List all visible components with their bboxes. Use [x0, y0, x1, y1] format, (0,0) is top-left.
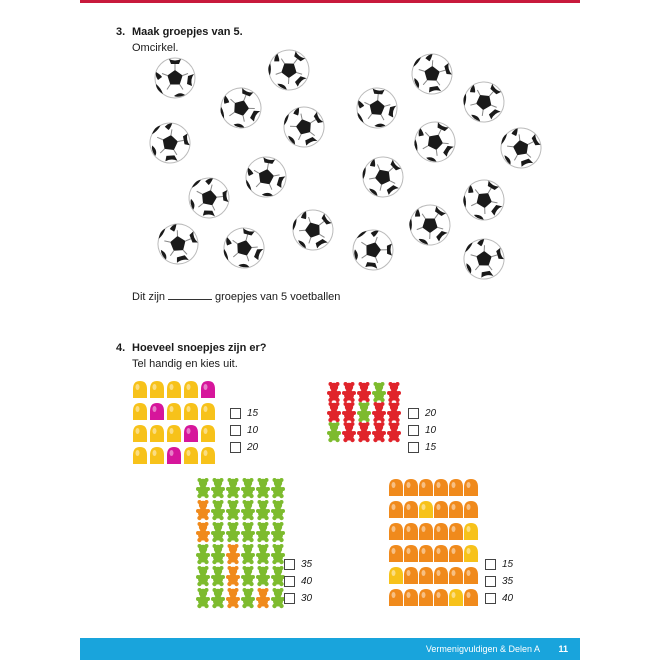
gummy-bear [241, 588, 255, 608]
checkbox[interactable] [485, 593, 496, 604]
gummy-bear [372, 382, 386, 402]
gummy-bear [271, 588, 285, 608]
gummy-bear [256, 566, 270, 586]
gumdrop-candy [434, 567, 448, 584]
gumdrop-candy [419, 479, 433, 496]
page-footer [80, 638, 580, 660]
gummy-bear [372, 402, 386, 422]
question-3-instruction: Omcirkel. [132, 42, 179, 54]
gummy-bear [196, 566, 210, 586]
group-3-option-1[interactable]: 35 [284, 559, 312, 570]
gumdrop-candy [201, 425, 215, 442]
gumdrop-candy [389, 545, 403, 562]
gumdrop-candy [464, 501, 478, 518]
gumdrop-candy [150, 447, 164, 464]
gummy-bear [241, 522, 255, 542]
gummy-bear [226, 544, 240, 564]
gumdrop-candy [449, 479, 463, 496]
answer-suffix: groepjes van 5 voetballen [215, 291, 341, 303]
group-1-option-3[interactable]: 20 [230, 442, 258, 453]
gumdrop-candy [133, 381, 147, 398]
gummy-bear [211, 522, 225, 542]
gummy-bear [226, 588, 240, 608]
gummy-bear [256, 478, 270, 498]
gumdrop-candy [434, 545, 448, 562]
gummy-bear [196, 478, 210, 498]
gumdrop-candy [449, 523, 463, 540]
gumdrop-candy [167, 403, 181, 420]
gummy-bear [211, 588, 225, 608]
gumdrop-candy [201, 381, 215, 398]
gummy-bear [256, 588, 270, 608]
gummy-bear [357, 402, 371, 422]
gummy-bear [357, 422, 371, 442]
gumdrop-candy [419, 567, 433, 584]
footer-title: Vermenigvuldigen & Delen A [425, 644, 540, 654]
group-2-option-2[interactable]: 10 [408, 425, 436, 436]
gumdrop-candy [201, 403, 215, 420]
group-3-option-3[interactable]: 30 [284, 593, 312, 604]
gumdrop-candy [184, 403, 198, 420]
gumdrop-candy [184, 381, 198, 398]
gummy-bear [196, 544, 210, 564]
gummy-bear [327, 422, 341, 442]
gumdrop-candy [404, 545, 418, 562]
question-4-instruction: Tel handig en kies uit. [132, 358, 238, 370]
gummy-bear [271, 478, 285, 498]
gummy-bear [256, 522, 270, 542]
gumdrop-candy [167, 447, 181, 464]
gumdrop-candy [133, 403, 147, 420]
group-1-option-1[interactable]: 15 [230, 408, 258, 419]
gumdrop-candy [434, 501, 448, 518]
group-3-option-2[interactable]: 40 [284, 576, 312, 587]
gummy-bear [357, 382, 371, 402]
gummy-bear [271, 566, 285, 586]
checkbox[interactable] [284, 559, 295, 570]
gumdrop-candy [419, 523, 433, 540]
gumdrop-candy [389, 589, 403, 606]
gumdrop-candy [449, 501, 463, 518]
gummy-bear [226, 478, 240, 498]
gumdrop-candy [419, 501, 433, 518]
checkbox[interactable] [408, 442, 419, 453]
gumdrop-candy [167, 381, 181, 398]
gummy-bear [226, 522, 240, 542]
gummy-bear [372, 422, 386, 442]
gummy-bear [256, 500, 270, 520]
checkbox[interactable] [485, 559, 496, 570]
gummy-bear [342, 422, 356, 442]
gumdrop-candy [389, 523, 403, 540]
gummy-bear [211, 544, 225, 564]
gummy-bear [196, 522, 210, 542]
gumdrop-candy [464, 479, 478, 496]
gumdrop-candy [201, 447, 215, 464]
group-2-option-1[interactable]: 20 [408, 408, 436, 419]
gumdrop-candy [133, 447, 147, 464]
gumdrop-candy [449, 545, 463, 562]
gummy-bear [271, 500, 285, 520]
gumdrop-candy [150, 381, 164, 398]
gumdrop-candy [419, 545, 433, 562]
question-3-number: 3. [116, 26, 126, 38]
gumdrop-candy [133, 425, 147, 442]
group-1-option-2[interactable]: 10 [230, 425, 258, 436]
page-number: 11 [558, 644, 568, 654]
gumdrop-candy [404, 501, 418, 518]
gummy-bear [271, 522, 285, 542]
gummy-bear [241, 544, 255, 564]
gumdrop-candy [464, 567, 478, 584]
question-4-title: Hoeveel snoepjes zijn er? [132, 342, 267, 354]
gumdrop-candy [389, 479, 403, 496]
gumdrop-candy [389, 501, 403, 518]
question-4-number: 4. [116, 342, 126, 354]
group-2-option-3[interactable]: 15 [408, 442, 436, 453]
gumdrop-candy [464, 589, 478, 606]
gummy-bear [342, 402, 356, 422]
gumdrop-candy [184, 447, 198, 464]
gummy-bear [256, 544, 270, 564]
gummy-bear [241, 500, 255, 520]
gumdrop-candy [464, 545, 478, 562]
gummy-bear [327, 382, 341, 402]
gummy-bear [241, 566, 255, 586]
gumdrop-candy [404, 589, 418, 606]
gummy-bear [241, 478, 255, 498]
gumdrop-candy [404, 567, 418, 584]
gummy-bear [271, 544, 285, 564]
gummy-bear [387, 382, 401, 402]
gumdrop-candy [434, 523, 448, 540]
gumdrop-candy [404, 523, 418, 540]
checkbox[interactable] [485, 576, 496, 587]
checkbox[interactable] [230, 408, 241, 419]
gumdrop-candy [184, 425, 198, 442]
checkbox[interactable] [408, 408, 419, 419]
gumdrop-candy [150, 425, 164, 442]
checkbox[interactable] [408, 425, 419, 436]
gumdrop-candy [419, 589, 433, 606]
gumdrop-candy [150, 403, 164, 420]
group-4-option-2[interactable]: 35 [485, 576, 513, 587]
gummy-bear [196, 500, 210, 520]
gumdrop-candy [449, 567, 463, 584]
question-3-title: Maak groepjes van 5. [132, 26, 243, 38]
gumdrop-candy [389, 567, 403, 584]
gummy-bear [226, 500, 240, 520]
gummy-bear [211, 566, 225, 586]
gummy-bear [211, 478, 225, 498]
gummy-bear [342, 382, 356, 402]
checkbox[interactable] [284, 593, 295, 604]
checkbox[interactable] [230, 442, 241, 453]
gummy-bear [387, 422, 401, 442]
gumdrop-candy [167, 425, 181, 442]
gumdrop-candy [404, 479, 418, 496]
answer-prefix: Dit zijn [132, 291, 166, 303]
gummy-bear [226, 566, 240, 586]
checkbox[interactable] [230, 425, 241, 436]
checkbox[interactable] [284, 576, 295, 587]
gummy-bear [387, 402, 401, 422]
gumdrop-candy [434, 479, 448, 496]
gummy-bear [211, 500, 225, 520]
gumdrop-candy [464, 523, 478, 540]
gumdrop-candy [434, 589, 448, 606]
group-4-option-3[interactable]: 40 [485, 593, 513, 604]
gummy-bear [196, 588, 210, 608]
gumdrop-candy [449, 589, 463, 606]
group-4-option-1[interactable]: 15 [485, 559, 513, 570]
gummy-bear [327, 402, 341, 422]
